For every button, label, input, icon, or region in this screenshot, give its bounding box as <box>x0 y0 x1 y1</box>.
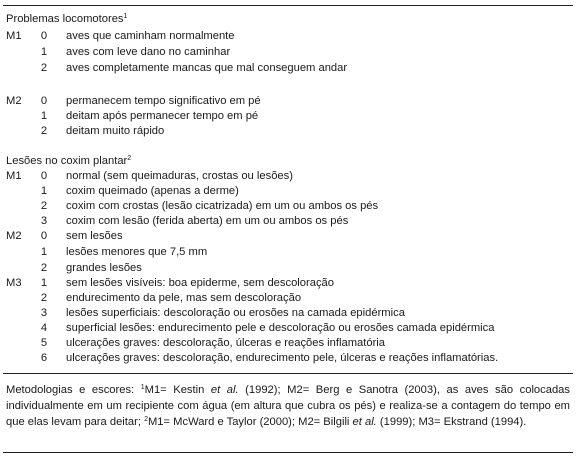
score-description: endurecimento da pele, mas sem descoloração <box>66 292 302 304</box>
footnote-italic: et al. <box>352 416 377 428</box>
score-value: 0 <box>40 30 48 42</box>
section-title-text: Lesões no coxim plantar <box>6 155 128 167</box>
method-code: M3 <box>6 277 22 289</box>
score-value: 2 <box>40 292 48 304</box>
table-bottom-rule <box>3 373 573 374</box>
score-value: 4 <box>40 322 48 334</box>
score-description: deitam após permanecer tempo em pé <box>66 110 259 122</box>
score-value: 1 <box>40 277 48 289</box>
footnote-text: (1999); M3= Ekstrand (1994). <box>376 416 527 428</box>
method-code: M2 <box>6 230 22 242</box>
score-value: 1 <box>40 110 48 122</box>
score-value: 2 <box>40 262 48 274</box>
score-description: grandes lesões <box>66 262 142 274</box>
score-value: 1 <box>40 46 48 58</box>
score-value: 3 <box>40 307 48 319</box>
score-value: 0 <box>40 170 48 182</box>
score-description: deitam muito rápido <box>66 125 165 137</box>
footnote-marker: 1 <box>140 384 145 391</box>
section-title-footpad <box>6 154 131 169</box>
method-code: M2 <box>6 95 22 107</box>
score-description: lesões menores que 7,5 mm <box>66 246 208 258</box>
method-code: M1 <box>6 170 22 182</box>
score-value: 2 <box>40 125 48 137</box>
score-description: ulcerações graves: descoloração, endurecimento pele, úlceras e reações inflamatórias. <box>66 352 499 364</box>
score-description: sem lesões visíveis: boa epiderme, sem descoloração <box>66 277 335 289</box>
footnote-text: (1992); M2= Berg e Sanotra (2003), as aves são colocadas individualmente em um recipiente com água (em altura que cubra os pés) e realiza-se a contagem do tempo em que elas levam para deitar; <box>6 384 571 428</box>
score-description: aves completamente mancas que mal conseguem andar <box>66 62 348 74</box>
footnote-marker: 2 <box>127 155 132 162</box>
score-description: coxim com lesão (ferida aberta) em um ou ambos os pés <box>66 215 349 227</box>
footnote-text: M1= Kestin <box>144 384 211 396</box>
score-value: 3 <box>40 215 48 227</box>
footnote-marker: 2 <box>144 416 148 423</box>
score-value: 0 <box>40 230 48 242</box>
footnote-text: M1= McWard e Taylor (2000); M2= Bilgili <box>147 416 353 428</box>
score-description: coxim com crostas (lesão cicatrizada) em um ou ambos os pés <box>66 200 379 212</box>
score-value: 6 <box>40 352 48 364</box>
score-value: 1 <box>40 246 48 258</box>
score-description: lesões superficiais: descoloração ou erosões na camada epidérmica <box>66 307 405 319</box>
score-value: 1 <box>40 185 48 197</box>
footnote-bottom-rule <box>3 452 573 453</box>
score-description: ulcerações graves: descoloração, úlceras e reações inflamatória <box>66 337 386 349</box>
footnote-italic: et al. <box>210 384 239 396</box>
score-value: 0 <box>40 95 48 107</box>
method-code: M1 <box>6 30 22 42</box>
footnote-text: Metodologias e escores: <box>6 384 141 396</box>
footnote-marker: 1 <box>123 13 128 20</box>
score-value: 2 <box>40 200 48 212</box>
score-description: aves com leve dano no caminhar <box>66 46 231 58</box>
section-title-text: Problemas locomotores <box>6 13 124 25</box>
score-description: sem lesões <box>66 230 123 242</box>
score-description: normal (sem queimaduras, crostas ou lesões) <box>66 170 293 182</box>
table-top-rule <box>3 5 573 6</box>
section-title-locomotor <box>6 12 127 27</box>
score-description: coxim queimado (apenas a derme) <box>66 185 239 197</box>
score-description: superficial lesões: endurecimento pele e descoloração ou erosões camada epidérmica <box>66 322 495 334</box>
score-description: aves que caminham normalmente <box>66 30 235 42</box>
table-footnote <box>6 382 570 430</box>
score-value: 5 <box>40 337 48 349</box>
score-description: permanecem tempo significativo em pé <box>66 95 261 107</box>
score-value: 2 <box>40 62 48 74</box>
